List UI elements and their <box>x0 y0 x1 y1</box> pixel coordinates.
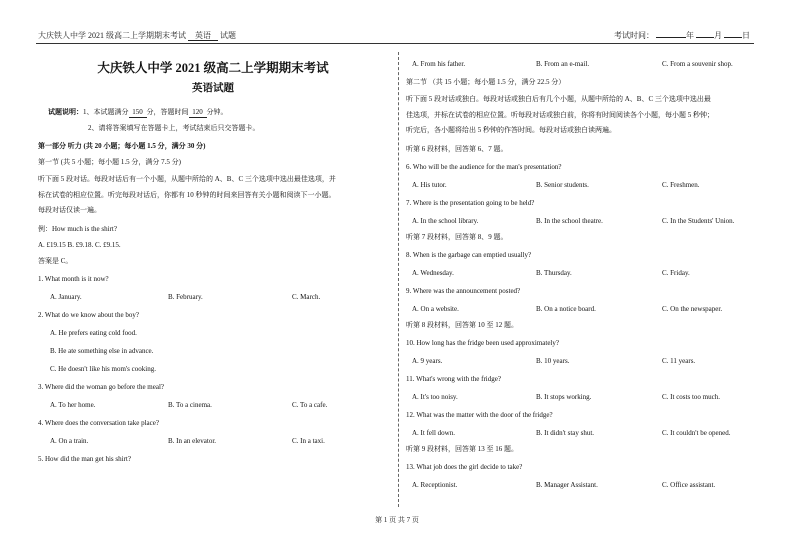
option-b: B. 10 years. <box>536 356 570 365</box>
listening-material-8: 听第 8 段材料，回答第 10 至 12 题。 <box>406 320 518 329</box>
instructions-line-1 <box>48 106 388 118</box>
option-c: C. In a taxi. <box>292 436 325 445</box>
question-1-options <box>50 291 388 303</box>
question-5-options <box>412 58 756 70</box>
question-13-options <box>412 479 756 491</box>
question-6: 6. Who will be the audience for the man's presentation? <box>406 162 562 171</box>
option-b: B. He ate something else in advance. <box>50 346 154 355</box>
option-b: B. To a cinema. <box>168 400 212 409</box>
question-2: 2. What do we know about the boy? <box>38 310 139 319</box>
instructions-line-2: 2、请将答案填写在答题卡上，考试结束后只交答题卡。 <box>88 124 260 132</box>
option-a: A. To her home. <box>50 400 96 409</box>
question-3-options <box>50 399 388 411</box>
option-c: C. From a souvenir shop. <box>662 60 733 68</box>
question-9: 9. Where was the announcement posted? <box>406 286 521 295</box>
question-4: 4. Where does the conversation take place? <box>38 418 159 427</box>
question-10: 10. How long has the fridge been used approximately? <box>406 338 559 347</box>
option-b: B. From an e-mail. <box>536 60 590 68</box>
exam-title: 大庆铁人中学 2021 级高二上学期期末考试 <box>97 61 329 75</box>
option-c: C. On the newspaper. <box>662 304 723 313</box>
option-c: C. In the Students' Union. <box>662 216 735 225</box>
right-column <box>406 52 756 491</box>
instructions-text: 分，答题时间 <box>146 108 189 116</box>
section2-intro <box>406 92 756 139</box>
instructions-label: 试题说明： <box>48 108 83 116</box>
question-11: 11. What's wrong with the fridge? <box>406 374 501 383</box>
example-answer: 答案是 C。 <box>38 256 73 265</box>
question-5: 5. How did the man get his shirt? <box>38 454 131 463</box>
question-3: 3. Where did the woman go before the meal? <box>38 382 165 391</box>
option-c: C. It costs too much. <box>662 392 720 401</box>
option-b: B. In the school theatre. <box>536 216 603 225</box>
question-9-options <box>412 303 756 315</box>
option-b: B. It didn't stay shut. <box>536 428 595 437</box>
option-c: C. March. <box>292 292 321 301</box>
option-c: C. To a cafe. <box>292 400 328 409</box>
option-a: A. It fell down. <box>412 428 455 437</box>
option-c: C. He doesn't like his mom's cooking. <box>50 364 156 373</box>
instructions-text: 分钟。 <box>206 108 228 116</box>
question-7-options <box>412 215 756 227</box>
option-b: B. Manager Assistant. <box>536 480 598 489</box>
question-4-options <box>50 435 388 447</box>
exam-duration: 120 <box>189 108 207 118</box>
example-question: 例：How much is the shirt? <box>38 224 117 233</box>
option-b: B. February. <box>168 292 203 301</box>
day-blank <box>724 37 742 38</box>
header-school-exam: 大庆铁人中学 2021 级高二上学期期末考试 <box>38 31 186 40</box>
month-blank <box>696 37 714 38</box>
listening-material-6: 听第 6 段材料，回答第 6、7 题。 <box>406 144 508 153</box>
intro-line: 标在试卷的相应位置。听完每段对话后，你都有 10 秒钟的时间来回答有关小题和阅读下一小题。 <box>38 190 336 199</box>
option-c: C. Office assistant. <box>662 480 716 489</box>
exam-subtitle: 英语试题 <box>192 83 234 94</box>
option-b: B. On a notice board. <box>536 304 596 313</box>
option-c: C. Freshmen. <box>662 180 700 189</box>
option-a: A. He prefers eating cold food. <box>50 328 137 337</box>
question-1: 1. What month is it now? <box>38 274 109 283</box>
header-suffix: 试题 <box>220 31 236 40</box>
intro-line: 听下面 5 段对话。每段对话后有一个小题，从题中所给的 A、B、C 三个选项中选出最佳选项，并 <box>38 175 336 183</box>
section1-heading: 第一节 (共 5 小题；每小题 1.5 分，满分 7.5 分) <box>38 158 181 166</box>
section2-heading: 第二节 （共 15 小题；每小题 1.5 分，满分 22.5 分） <box>406 78 566 86</box>
option-a: A. Receptionist. <box>412 480 458 489</box>
day-label: 日 <box>742 31 750 40</box>
question-12-options <box>412 427 756 439</box>
question-11-options <box>412 391 756 403</box>
question-10-options <box>412 355 756 367</box>
question-6-options <box>412 179 756 191</box>
option-a: A. 9 years. <box>412 356 443 365</box>
option-a: A. January. <box>50 292 82 301</box>
header-subject: 英语 <box>188 31 218 41</box>
option-b: B. Thursday. <box>536 268 572 277</box>
total-score: 150 <box>129 108 147 118</box>
header-rule <box>36 43 754 44</box>
listening-material-9: 听第 9 段材料，回答第 13 至 16 题。 <box>406 444 518 453</box>
header-exam-time-label: 考试时间： <box>614 31 654 40</box>
option-c: C. It couldn't be opened. <box>662 428 731 437</box>
example-options: A. £19.15 B. £9.18. C. £9.15. <box>38 240 121 249</box>
option-c: C. 11 years. <box>662 356 696 365</box>
option-c: C. Friday. <box>662 268 690 277</box>
intro-line: 听完后，各小题将给出 5 秒钟的作答时间。每段对话或独白读两遍。 <box>406 126 616 134</box>
running-header-left <box>38 30 236 41</box>
option-a: A. His tutor. <box>412 180 447 189</box>
column-divider <box>398 52 399 507</box>
year-blank <box>656 37 686 38</box>
option-a: A. Wednesday. <box>412 268 454 277</box>
option-a: A. On a website. <box>412 304 459 313</box>
instructions-text: 1、本试题满分 <box>83 108 129 116</box>
section1-intro <box>38 172 388 219</box>
month-label: 月 <box>714 31 722 40</box>
intro-line: 听下面 5 段对话或独白。每段对话或独白后有几个小题，从题中所给的 A、B、C 三个选项中选出最 <box>406 95 711 103</box>
option-a: A. On a train. <box>50 436 89 445</box>
part1-heading: 第一部分 听力 (共 20 小题；每小题 1.5 分，满分 30 分) <box>38 142 206 150</box>
option-b: B. Senior students. <box>536 180 589 189</box>
running-header-right <box>614 30 750 41</box>
left-column <box>38 52 388 465</box>
option-b: B. It stops working. <box>536 392 592 401</box>
page-footer: 第 1 页 共 7 页 <box>375 516 419 524</box>
option-a: A. From his father. <box>412 60 466 68</box>
question-7: 7. Where is the presentation going to be held? <box>406 198 535 207</box>
intro-line: 佳选项，并标在试卷的相应位置。听每段对话或独白前，你将有时间阅读各个小题，每小题 5 秒钟； <box>406 110 714 119</box>
option-a: A. In the school library. <box>412 216 479 225</box>
listening-material-7: 听第 7 段材料，回答第 8、9 题。 <box>406 232 508 241</box>
option-b: B. In an elevator. <box>168 436 217 445</box>
intro-line: 每段对话仅读一遍。 <box>38 206 101 214</box>
question-12: 12. What was the matter with the door of the fridge? <box>406 410 553 419</box>
option-a: A. It's too noisy. <box>412 392 458 401</box>
year-label: 年 <box>686 31 694 40</box>
question-8: 8. When is the garbage can emptied usually? <box>406 250 532 259</box>
question-13: 13. What job does the girl decide to take? <box>406 462 523 471</box>
question-8-options <box>412 267 756 279</box>
